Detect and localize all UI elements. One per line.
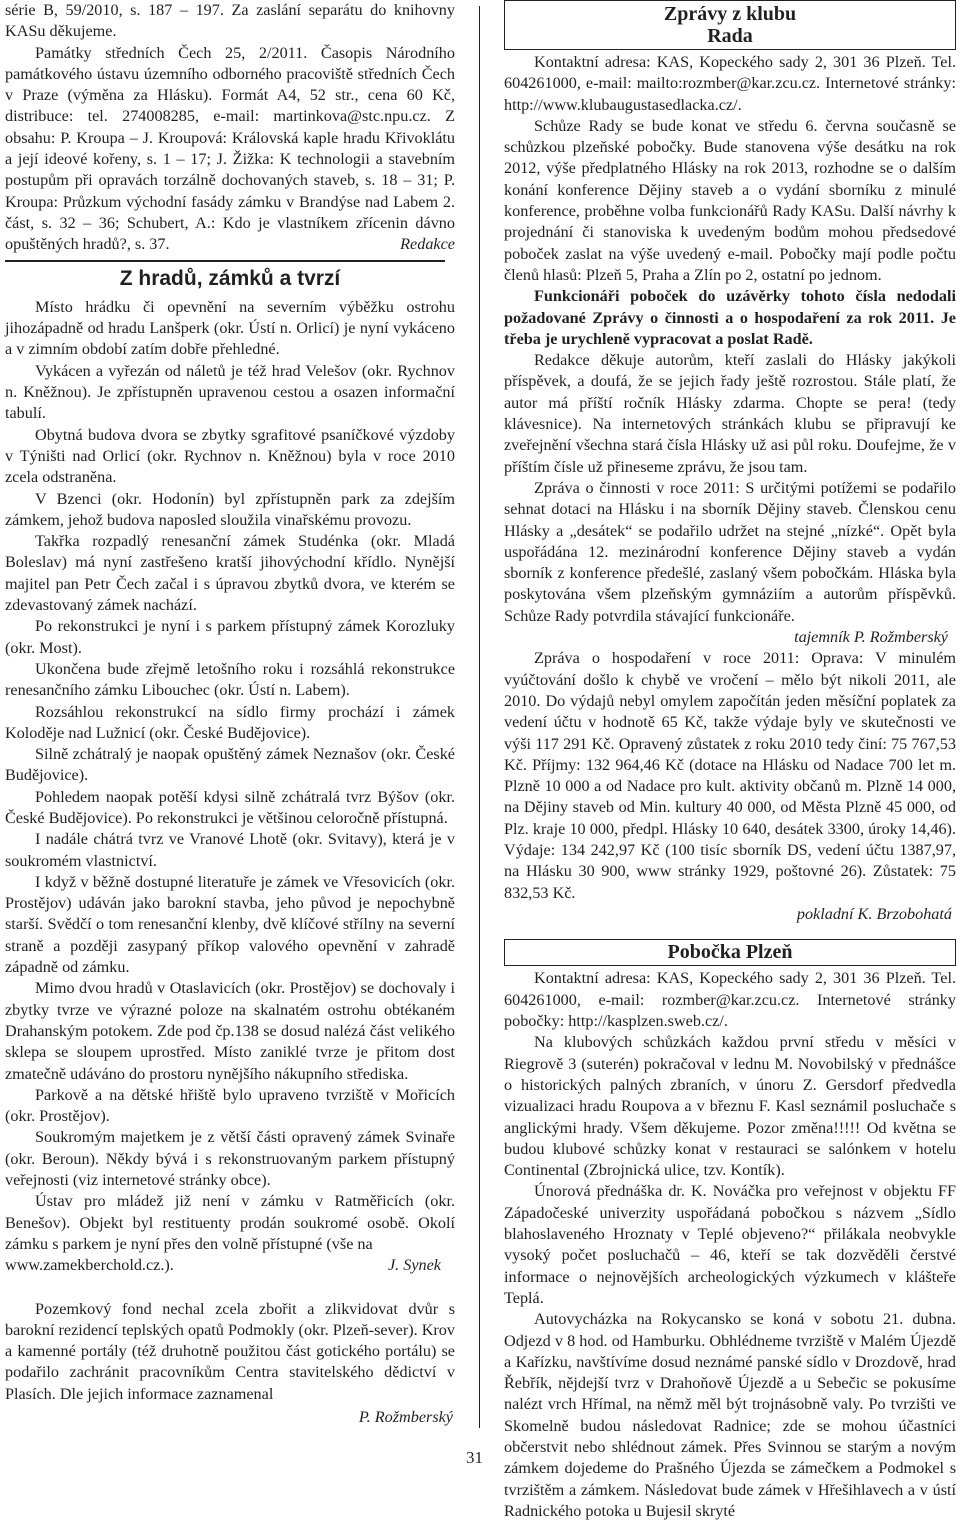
article-title: Z hradů, zámků a tvrzí <box>119 266 341 290</box>
article-paragraph: Obytná budova dvora se zbytky sgrafitové psaníčkové výzdoby v Týništi nad Orlicí (okr. Rychnov n. Kněžnou) byla v roce 2010 zcela odstraněna. <box>5 425 455 487</box>
podmokly-paragraph: Pozemkový fond nechal zcela zbořit a zlikvidovat dvůr s barokní rezidencí teplských opatů Podmokly (okr. Plzeň-sever). Krov a kamenné portály (též druhotně použitou část gotického portálu) se podařilo zachránit pracovníkům Centra stavitelského dědictví v Plasích. Dle jejich informace zaznamenal <box>5 1299 455 1403</box>
article-paragraph: Rozsáhlou rekonstrukcí na sídlo firmy prochází i zámek Koloděje nad Lužnicí (okr. České Budějovice). <box>5 702 455 742</box>
plzen-paragraph: Kontaktní adresa: KAS, Kopeckého sady 2, 301 36 Plzeň. Tel. 604261000, e-mail: rozmber@kar.zcu.cz. Internetové stránky pobočky: http://kasplzen.sweb.cz/. <box>504 969 956 1031</box>
signature-redakce: Redakce <box>400 235 455 254</box>
rada-paragraph: Kontaktní adresa: KAS, Kopeckého sady 2, 301 36 Plzeň. Tel. 604261000, e-mail: mailto:rozmber@kar.zcu.cz. Internetové stránky: http://www.klubaugustasedlacka.cz/. <box>504 53 956 114</box>
website-text: www.zamekberchold.cz.). <box>5 1256 174 1275</box>
article-paragraph: Parkově a na dětské hřiště bylo upraveno tvrziště v Mořicích (okr. Prostějov). <box>5 1085 455 1126</box>
rada-title: Rada <box>707 25 753 47</box>
article-paragraph: I nadále chátrá tvrz ve Vranové Lhotě (okr. Svitavy), která je v soukromém vlastnictví. <box>5 830 455 870</box>
article-paragraph: Po rekonstrukci je nyní i s parkem přístupný zámek Korozluky (okr. Most). <box>5 617 455 657</box>
article-paragraph: Ukončena bude zřejmě letošního roku i rozsáhlá rekonstrukce renesančního zámku Libouchec (okr. Ústí n. Labem). <box>5 659 455 700</box>
section-rule <box>5 260 445 262</box>
club-news-header <box>504 0 956 50</box>
plzen-paragraph: Únorová přednáška dr. K. Nováčka pro veřejnost v objektu FF Západočeské univerzity uspořádaná pobočkou s názvem „Sídlo blahoslaveného Hroznaty v Teplé objeveno?“ přilákala neobvykle vysoký počet posluchačů – 46, kteří se tak dozvěděli čerstvé informace o nejnovějších archeologických výzkumech v klášteře Teplá. <box>504 1182 956 1307</box>
club-news-title: Zprávy z klubu <box>663 3 797 25</box>
article-paragraph: Pohledem naopak potěší kdysi silně zchátralá tvrz Býšov (okr. České Budějovice). Po rekonstrukci je většinou celoročně přístupná. <box>5 787 455 827</box>
column-divider <box>479 6 480 1428</box>
article-paragraph: Vykácen a vyřezán od náletů je též hrad Velešov (okr. Rychnov n. Kněžnou). Je zpřístupněn upravenou cestou a osazen informační tabulí. <box>5 361 455 423</box>
article-paragraph: V Bzenci (okr. Hodonín) byl zpřístupněn park za zdejším zámkem, jehož budova naposled sloužila vinařskému provozu. <box>5 489 455 529</box>
article-paragraph: Ústav pro mládež již není v zámku v Ratměřicích (okr. Benešov). Objekt byl restituenty prodán soukromé osobě. Okolí zámku s parkem je nyní přes den volně přístupné (vše na <box>5 1192 455 1253</box>
rada-paragraph: Funkcionáři poboček do uzávěrky tohoto čísla nedodali požadované Zprávy o činnosti a o hospodaření za rok 2011. Je třeba je urychleně vypracovat a poslat Radě. <box>504 287 956 348</box>
left-column <box>5 0 455 1428</box>
signature-synek: J. Synek <box>387 1256 441 1275</box>
article-paragraph: Místo hrádku či opevnění na severním výběžku ostrohu jihozápadně od hradu Lanšperk (okr. Ústí n. Orlicí) je nyní vykáceno a v zimním období zatím dobře přehledné. <box>5 297 455 359</box>
intro-paragraph-1: série B, 59/2010, s. 187 – 197. Za zaslání separátu do knihovny KASu děkujeme. <box>5 1 455 41</box>
hospodareni-paragraph: Zpráva o hospodaření v roce 2011: Oprava: V minulém vyúčtování došlo k chybě ve vročení – mělo být nikoli 2011, ale 2010. Do výdajů nebyl omylem započítán jeden měsíční poplatek za vedení účtu v hodnotě 65 Kč, takže výdaje byly ve skutečnosti ve výši 117 291 Kč. Opravený zůstatek z roku 2010 tedy činí: 75 767,53 Kč. Příjmy: 132 964,46 Kč (dotace na Hlásku od Nadace 700 let m. Plzně 10 000 a od Nadace pro kult. aktivity občanů m. Plzně 14 000, na Dějiny staveb od Min. kultury 40 000, od Města Plzně 45 000, od Plz. kraje 10 000, předpl. Hlásky 10 640, desátek 3300, úroky 14,46). Výdaje: 134 242,97 Kč (100 tisíc sborník DS, vedení účtu 1387,97, na Hlásku 30 900, www stránky 1929, poštovné 26). Zůstatek: 75 832,53 Kč. <box>504 649 956 902</box>
article-paragraph: Takřka rozpadlý renesanční zámek Studénka (okr. Mladá Boleslav) má nyní zastřešeno kratší jihovýchodní křídlo. Nynější majitel pan Petr Čech začal i s úpravou zbytků dvora, ve kterém se zdevastovaný zámek nachází. <box>5 532 455 615</box>
article-paragraph: Mimo dvou hradů v Otaslavicích (okr. Prostějov) se dochovaly i zbytky tvrze ve výrazné poloze na skalnatém ostrohu obtékaném Drahanským potokem. Zde pod čp.138 se dosud nalézá část velikého sklepa se sloupem uprostřed. Místo zaniklé tvrze je přitom dost zmatečně udáváno do prostoru nynějšího nákupního střediska. <box>5 979 455 1083</box>
plzen-title: Pobočka Plzeň <box>667 941 793 964</box>
article-paragraph: I když v běžně dostupné literatuře je zámek ve Vřesovicích (okr. Prostějov) udáván jako barokní stavba, jeho původ je nepochybně starší. Svědčí o tom renesanční klenby, dvě klíčové střílny na severní straně a později zasypaný příkop valového opevnění v zahradě západně od zámku. <box>5 872 455 977</box>
plzen-paragraph: Na klubových schůzkách každou první středu v měsíci v Riegrově 3 (suterén) pokračoval v lednu M. Novobilský v přednášce o historických palných zbraních, v únoru Z. Gersdorf předvedla vizualizaci hradu Roupova a v březnu F. Kasl seznámil posluchače s anglickými hrady. Všem děkujeme. Pozor změna!!!!! Od května se budou klubové schůzky konat v restauraci se salónkem v hotelu Continental (Zbrojnická ulice, tzv. Kontík). <box>504 1033 956 1180</box>
plzen-header <box>504 939 956 966</box>
signature-pokladni: pokladní K. Brzobohatá <box>796 904 952 923</box>
article-paragraph: Silně zchátralý je naopak opuštěný zámek Neznašov (okr. České Budějovice). <box>5 745 455 785</box>
signature-rozmbersky: P. Rožmberský <box>358 1408 453 1426</box>
rada-paragraph: Schůze Rady se bude konat ve středu 6. června současně se schůzkou plzeňské pobočky. Bude stanovena výše desátku na rok 2012, výše předplatného Hlásky na rok 2013, rozhodne se o dalším konání konference Dějiny staveb a o vydání sborníku z minulé konference, proběhne volba funkcionářů Rady KASu. Další návrhy k projednání či stanoviska k uvedeným bodům mohou předsedové poboček zaslat na výše uvedený e-mail. Pobočky mají podle počtu členů hlasů: Plzeň 5, Praha a Zlín po 2, ostatní po jednom. <box>504 116 956 284</box>
synek-signature-line <box>5 1255 455 1276</box>
plzen-paragraph: Autovycházka na Rokycansko se koná v sobotu 21. dubna. Odjezd v 8 hod. od Hamburku. Obhlédneme tvrziště v Malém Újezdě a Kařízku, navštívíme dosud neznámé panské sídlo v Drozdově, hrad Řebřík, nějdejší tvrz v Drahoňově Újezdě a u Sebečic se pokusíme nalézt vrch Hřímal, na němž měl být trojnásobně valy. Po tvrzišti ve Skomelně budou následovat Radnice; zde se mohou účastníci občerstvit nebo shlédnout zámek. Přes Svinnou se starým a novým zámkem dojedeme do Prašného Újezda se zámečkem a Podmokel s tvrzištěm a zámkem. Následovat bude zámek v Hřešihlavech a v ústí Radnického potoka u Bujesil skryté <box>504 1310 956 1520</box>
intro-paragraph-2 <box>5 43 455 256</box>
page-number: 31 <box>466 1448 483 1467</box>
rada-paragraph: Zpráva o činnosti v roce 2011: S určitými potížemi se podařilo sehnat dotaci na Hlásku i na sborník Dějiny staveb. Členskou cenu Hlásky a „desátek“ se podařilo udržet na stejné „nízké“. Opět byla uspořádána 12. mezinárodní konference Dějiny staveb a vydán sborník z konference předešlé, zaslaný všem pobočkám. Hláska byla poskytována všem plzeňským gymnáziím a autorům příspěvků. Schůze Rady potvrdila stávající funkcionáře. <box>504 478 956 625</box>
right-column <box>504 0 956 1522</box>
signature-tajemnik: tajemník P. Rožmberský <box>794 628 948 647</box>
intro-paragraph-2-text: Památky středních Čech 25, 2/2011. Časopis Národního památkového ústavu územního odborného pracoviště středních Čech v Praze (výměna za Hlásku). Formát A4, 52 str., cena 60 Kč, distribuce: tel. 274008285, e-mail: martinkova@stc.npu.cz. Z obsahu: P. Kroupa – J. Kroupová: Královská kaple hradu Křivoklátu a její ideové kořeny, s. 1 – 17; J. Žižka: K technologii a stavebním postupům při opravách torzálně dochovaných staveb, s. 18 – 31; P. Kroupa: Průzkum východní fasády zámku v Brandýse nad Labem 2. část, s. 32 – 36; Schubert, A.: Kdo je vlastníkem zřícenin dávno opuštěných hradů?, s. 37. <box>5 43 455 254</box>
rada-paragraph: Redakce děkuje autorům, kteří zaslali do Hlásky jakýkoli příspěvek, a doufá, že se jejich řady ještě rozrostou. Stále platí, že autor má příští ročník Hlásky zdarma. Chopte se pera! (tedy klávesnice). Na internetových stránkách klubu se připravují ke zveřejnění všechna stará čísla Hlásky už asi půl roku. Doufejme, že v příštím čísle už přineseme zprávu, že jsou tam. <box>504 351 956 476</box>
article-paragraph: Soukromým majetkem je z větší části opravený zámek Svinaře (okr. Beroun). Někdy bývá i s rekonstruovaným parkem přístupný veřejnosti (viz internetové stránky obce). <box>5 1128 455 1190</box>
